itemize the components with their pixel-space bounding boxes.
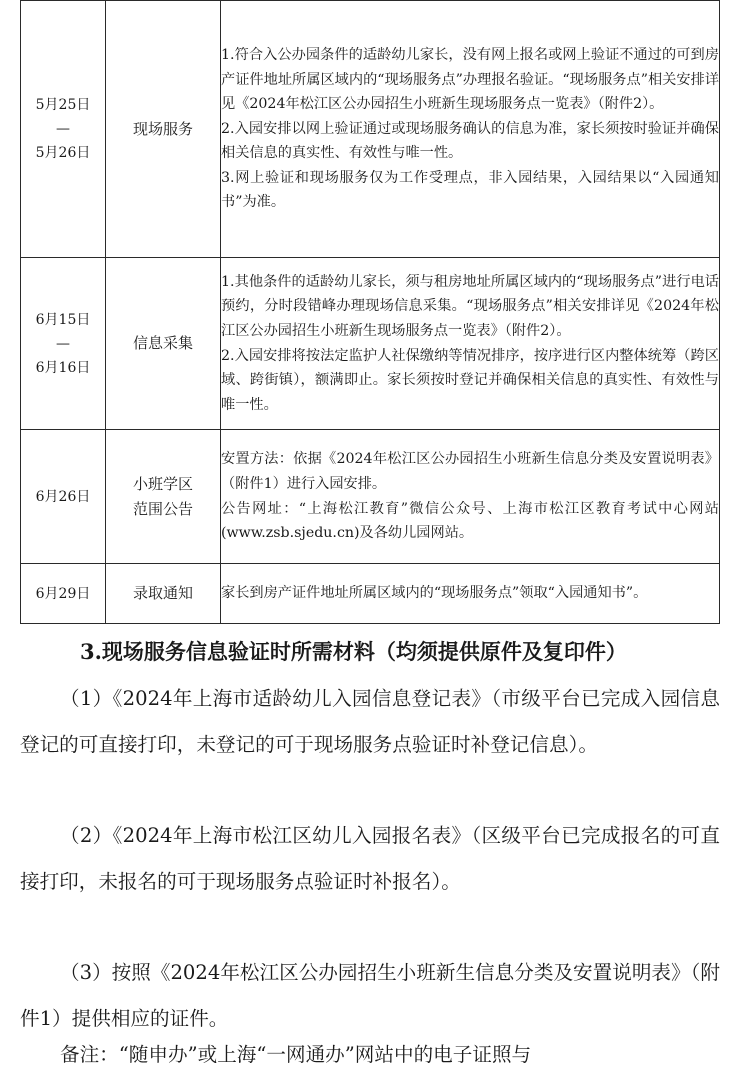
table-row <box>21 564 720 624</box>
desc-line: 2.入园安排将按法定监护人社保缴纳等情况排序，按序进行区内整体统筹（跨区域、跨街镇），额满即止。家长须按时登记并确保相关信息的真实性、有效性与唯一性。 <box>221 347 719 413</box>
desc-line: 公告网址：“上海松江教育”微信公众号、上海市松江区教育考试中心网站(www.zsb.sjedu.cn)及各幼儿园网站。 <box>221 500 719 542</box>
desc-cell <box>221 258 720 430</box>
remark-paragraph: 备注：“随申办”或上海“一网通办”网站中的电子证照与 <box>60 1043 532 1066</box>
item-label-line1: 小班学区 <box>132 474 193 493</box>
desc-cell <box>221 564 720 624</box>
item-label: 现场服务 <box>132 119 193 138</box>
date-dash: — <box>56 121 70 137</box>
table-row <box>21 1 720 258</box>
desc-line: 家长到房产证件地址所属区域内的“现场服务点”领取“入园通知书”。 <box>221 585 648 602</box>
desc-line: 1.符合入公办园条件的适龄幼儿家长，没有网上报名或网上验证不通过的可到房产证件地址所属区域内的“现场服务点”办理报名验证。“现场服务点”相关安排详见《2024年松江区公办园招生小班新生现场服务点一览表》（附件2）。 <box>221 46 719 113</box>
date-cell <box>21 430 106 564</box>
date-single: 6月26日 <box>35 488 91 505</box>
item-cell <box>106 258 221 430</box>
item-cell <box>106 430 221 564</box>
date-dash: — <box>56 335 70 352</box>
desc-line: 3.网上验证和现场服务仅为工作受理点，非入园结果，入园结果以“入园通知书”为准。 <box>221 169 719 211</box>
date-start: 5月25日 <box>35 97 91 113</box>
date-cell <box>21 1 106 258</box>
date-cell <box>21 564 106 624</box>
item-label: 录取通知 <box>132 584 193 602</box>
desc-cell <box>221 430 720 564</box>
body-paragraph: （3）按照《2024年松江区公办园招生小班新生信息分类及安置说明表》（附件1）提供相应的证件。 <box>20 961 720 1030</box>
item-cell <box>106 1 221 258</box>
item-label: 信息采集 <box>132 334 193 352</box>
table-row <box>21 430 720 564</box>
section-heading: 3.现场服务信息验证时所需材料（均须提供原件及复印件） <box>80 639 627 664</box>
body-paragraph: （2）《2024年上海市松江区幼儿入园报名表》（区级平台已完成报名的可直接打印，未报名的可于现场服务点验证时补报名）。 <box>20 824 720 893</box>
desc-cell <box>221 1 720 258</box>
desc-line: 2.入园安排以网上验证通过或现场服务确认的信息为准，家长须按时验证并确保相关信息的真实性、有效性与唯一性。 <box>221 120 719 162</box>
date-single: 6月29日 <box>35 585 91 602</box>
desc-line: 安置方法：依据《2024年松江区公办园招生小班新生信息分类及安置说明表》（附件1）进行入园安排。 <box>221 451 719 492</box>
desc-line: 1.其他条件的适龄幼儿家长，须与租房地址所属区域内的“现场服务点”进行电话预约，分时段错峰办理现场信息采集。“现场服务点”相关安排详见《2024年松江区公办园招生小班新生现场服务点一览表》（附件2）。 <box>221 273 719 339</box>
date-end: 5月26日 <box>35 145 91 161</box>
item-label-line2: 范围公告 <box>132 499 193 518</box>
body-paragraph: （1）《2024年上海市适龄幼儿入园信息登记表》（市级平台已完成入园信息登记的可直接打印，未登记的可于现场服务点验证时补登记信息）。 <box>20 687 720 756</box>
schedule-table <box>20 0 720 624</box>
table-row <box>21 258 720 430</box>
date-start: 6月15日 <box>35 311 91 328</box>
date-cell <box>21 258 106 430</box>
item-cell <box>106 564 221 624</box>
date-end: 6月16日 <box>35 359 91 376</box>
